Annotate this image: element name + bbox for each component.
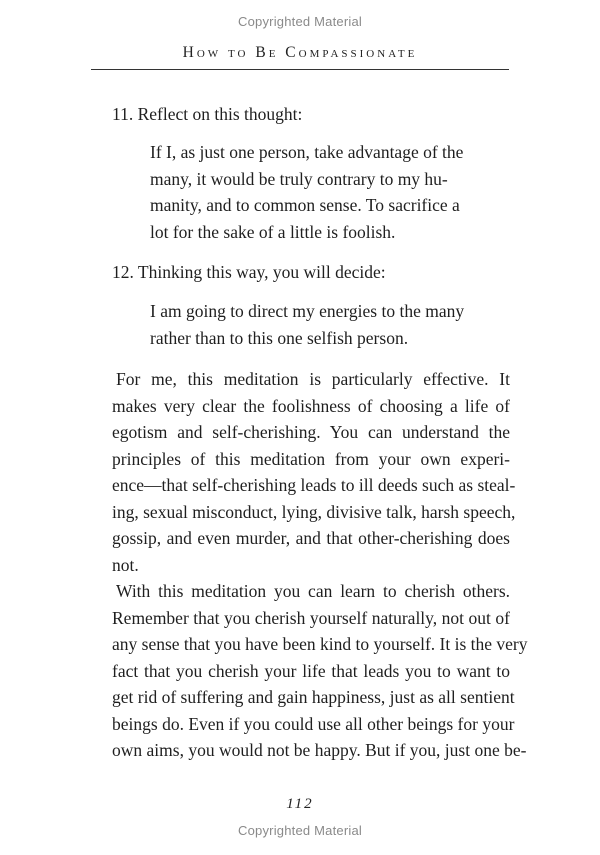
paragraph-line: egotism and self-cherishing. You can understand the [112, 422, 510, 442]
paragraph-line: Remember that you cherish yourself naturally, not out of [112, 607, 510, 628]
paragraph-2 [112, 578, 528, 764]
paragraph-line: beings do. Even if you could use all other beings for your [112, 713, 515, 734]
paragraph-line: For me, this meditation is particularly effective. It [116, 369, 510, 389]
paragraph-line: ence—that self-cherishing leads to ill deeds such as steal- [112, 475, 516, 495]
quote-block-12 [150, 298, 490, 351]
quote-line: manity, and to common sense. To sacrifice a [150, 195, 460, 215]
paragraph-line: own aims, you would not be happy. But if you, just one be- [112, 740, 527, 760]
quote-line: rather than to this one selfish person. [150, 327, 409, 348]
paragraph-1 [112, 366, 516, 578]
paragraph-line: gossip, and even murder, and that other-cherishing does [112, 528, 510, 548]
paragraph-line: principles of this meditation from your own experi- [112, 448, 510, 469]
paragraph-line: ing, sexual misconduct, lying, divisive talk, harsh speech, [112, 501, 516, 522]
paragraph-line: fact that you cherish your life that leads you to want to [112, 660, 510, 681]
watermark-bottom: Copyrighted Material [238, 823, 362, 838]
paragraph-line: makes very clear the foolishness of choosing a life of [112, 395, 510, 416]
header-rule [91, 69, 509, 70]
quote-line: lot for the sake of a little is foolish. [150, 221, 396, 242]
page-number: 112 [286, 796, 314, 812]
watermark-top: Copyrighted Material [238, 14, 362, 29]
quote-block-11 [150, 139, 490, 245]
paragraph-line: With this meditation you can learn to cherish others. [116, 581, 510, 601]
paragraph-line: get rid of suffering and gain happiness, just as all sentient [112, 687, 515, 707]
running-head: How to Be Compassionate [182, 44, 418, 61]
paragraph-line: not. [112, 554, 139, 575]
list-item-11-label: 11. Reflect on this thought: [112, 104, 303, 124]
list-item-12-label: 12. Thinking this way, you will decide: [112, 262, 386, 282]
paragraph-line: any sense that you have been kind to yourself. It is the very [112, 634, 528, 654]
quote-line: I am going to direct my energies to the many [150, 301, 465, 321]
quote-line: If I, as just one person, take advantage of the [150, 142, 464, 162]
quote-line: many, it would be truly contrary to my hu- [150, 168, 448, 189]
